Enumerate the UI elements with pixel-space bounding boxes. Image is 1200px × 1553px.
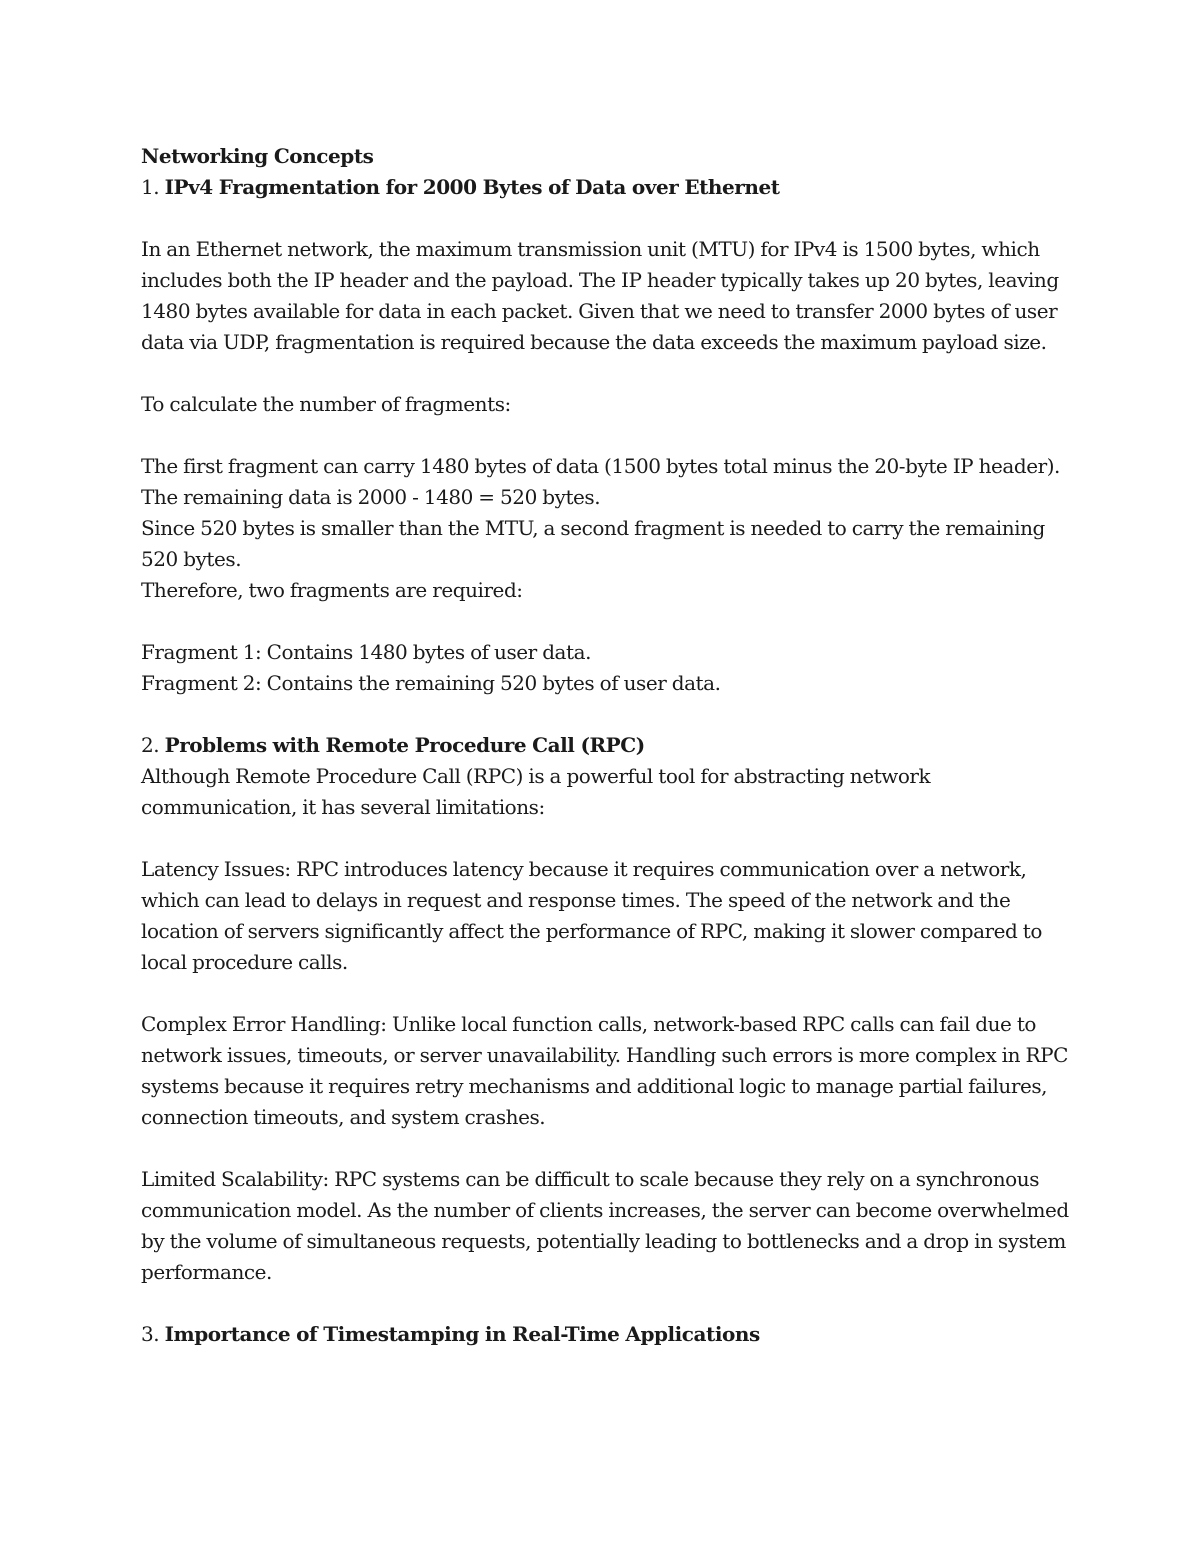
paragraph-line: includes both the IP header and the payload. The IP header typically takes up 20 bytes, leaving [141,268,1059,292]
paragraph-line: communication, it has several limitations: [141,795,545,819]
section-1-number: 1. [141,175,160,199]
fragment-item: Fragment 2: Contains the remaining 520 bytes of user data. [141,671,721,695]
section-2-number: 2. [141,733,160,757]
calc-intro: To calculate the number of fragments: [141,392,511,416]
section-3-number: 3. [141,1322,160,1346]
paragraph-line: network issues, timeouts, or server unavailability. Handling such errors is more complex in RPC [141,1043,1068,1067]
paragraph-line: 1480 bytes available for data in each packet. Given that we need to transfer 2000 bytes of user [141,299,1058,323]
section-2-title: Problems with Remote Procedure Call (RPC) [164,733,645,757]
paragraph-line: Complex Error Handling: Unlike local function calls, network-based RPC calls can fail due to [141,1012,1037,1036]
paragraph-line: Latency Issues: RPC introduces latency because it requires communication over a network, [141,857,1027,881]
calc-line: The remaining data is 2000 - 1480 = 520 bytes. [141,485,601,509]
paragraph-line: communication model. As the number of clients increases, the server can become overwhelmed [141,1198,1069,1222]
paragraph-line: systems because it requires retry mechanisms and additional logic to manage partial failures, [141,1074,1048,1098]
calc-line: The first fragment can carry 1480 bytes of data (1500 bytes total minus the 20-byte IP header). [141,454,1060,478]
calc-line: Therefore, two fragments are required: [141,578,523,602]
paragraph-line: data via UDP, fragmentation is required because the data exceeds the maximum payload size. [141,330,1047,354]
paragraph-line: by the volume of simultaneous requests, potentially leading to bottlenecks and a drop in system [141,1229,1066,1253]
section-1-title: IPv4 Fragmentation for 2000 Bytes of Data over Ethernet [164,175,780,199]
paragraph-line: In an Ethernet network, the maximum transmission unit (MTU) for IPv4 is 1500 bytes, which [141,237,1040,261]
calc-line: 520 bytes. [141,547,242,571]
document-title: Networking Concepts [141,144,374,168]
paragraph-line: performance. [141,1260,272,1284]
paragraph-line: Although Remote Procedure Call (RPC) is a powerful tool for abstracting network [141,764,931,788]
paragraph-line: local procedure calls. [141,950,348,974]
calc-line: Since 520 bytes is smaller than the MTU, a second fragment is needed to carry the remaining [141,516,1045,540]
paragraph-line: location of servers significantly affect the performance of RPC, making it slower compared to [141,919,1042,943]
paragraph-line: which can lead to delays in request and response times. The speed of the network and the [141,888,1011,912]
paragraph-line: connection timeouts, and system crashes. [141,1105,546,1129]
section-1-heading [141,172,1081,203]
section-3-title: Importance of Timestamping in Real-Time Applications [164,1322,760,1346]
fragment-item: Fragment 1: Contains 1480 bytes of user data. [141,640,591,664]
section-2-heading [141,730,1081,761]
paragraph-line: Limited Scalability: RPC systems can be difficult to scale because they rely on a synchronous [141,1167,1040,1191]
section-3-heading [141,1319,1081,1350]
